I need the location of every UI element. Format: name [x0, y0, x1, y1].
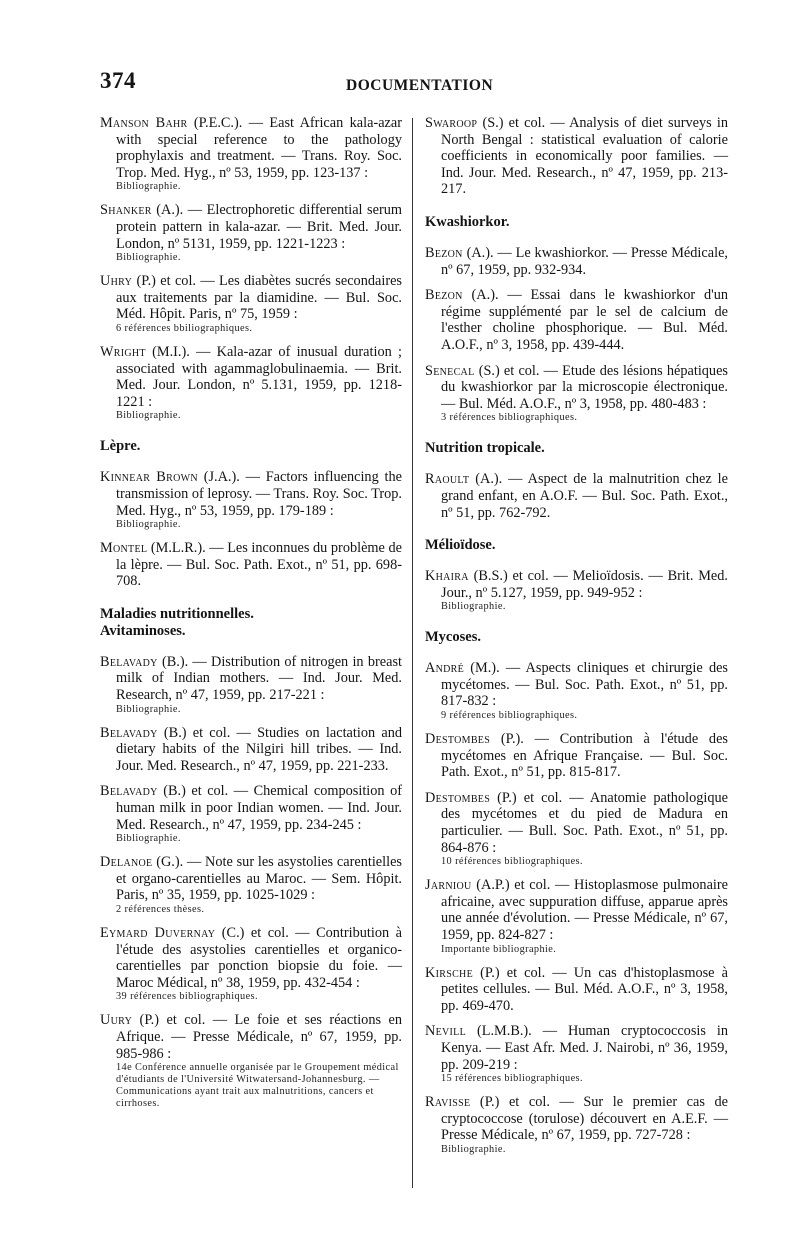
entry-reference: (P.) et col. — Les diabètes sucrés secondaires aux traitements par la diamidine. — Bul. Soc. Méd. Hôpit. Paris, nº 75, 1959 :	[116, 273, 402, 323]
entry-author: Belavady	[100, 783, 158, 800]
entry-note: Bibliographie.	[116, 410, 181, 422]
entry-author: Manson Bahr	[100, 115, 188, 131]
entry-author: André	[425, 660, 465, 677]
entry-reference: (P.) et col. — Sur le premier cas de cryptococcose (torulose) découvert en A.E.F. — Presse Médicale, nº 67, 1959, pp. 727-728 :	[441, 1094, 728, 1144]
bibliography-entry	[425, 245, 728, 278]
entry-citation	[100, 854, 402, 904]
entry-note: Bibliographie.	[441, 1143, 506, 1155]
entry-citation	[100, 202, 402, 252]
entry-reference: (S.) et col. — Etude des lésions hépatiques du kwashiorkor par la microscopie électronique. — Bul. Méd. A.O.F., nº 3, 1958, pp. 480-483 :	[441, 362, 728, 412]
bibliography-entry	[425, 731, 728, 781]
entry-reference: (B.) et col. — Chemical composition of human milk in poor Indian women. — Ind. Jour. Med. Research., nº 47, 1959, pp. 234-245 :	[116, 783, 402, 833]
column-divider	[412, 118, 413, 1188]
entry-reference: (J.A.). — Factors influencing the transmission of leprosy. — Trans. Roy. Soc. Trop. Med. Hyg., nº 53, 1959, pp. 179-189 :	[116, 469, 402, 519]
entry-author: Kirsche	[425, 964, 473, 981]
section-heading	[100, 438, 402, 455]
entry-citation	[425, 471, 728, 521]
entry-citation	[425, 790, 728, 856]
entry-reference: (A.P.) et col. — Histoplasmose pulmonaire africaine, avec suppuration diffuse, apparue après une année d'évolution. — Presse Médicale, nº 67, 1959, pp. 824-827 :	[441, 877, 728, 943]
bibliography-entry	[425, 1023, 728, 1085]
section-heading	[425, 440, 728, 457]
entry-author: Destombes	[425, 789, 491, 806]
entry-note: 39 références bibliographiques.	[116, 991, 258, 1003]
entry-citation	[100, 469, 402, 519]
entry-note: 14e Conférence annuelle organisée par le Groupement médical d'étudiants de l'Université Witwatersand-Johannesburg. — Communications ayant trait aux malnutritions, cancers et cirrhoses.	[116, 1062, 399, 1110]
left-column	[100, 115, 402, 1119]
bibliography-entry	[100, 725, 402, 775]
bibliography-entry	[425, 660, 728, 722]
entry-author: Uhry	[100, 273, 133, 290]
page-number: 374	[100, 68, 136, 93]
entry-note: 2 références thèses.	[116, 904, 205, 915]
entry-citation	[100, 783, 402, 833]
section-heading	[100, 606, 402, 640]
entry-reference: (M.I.). — Kala-azar of inusual duration ; associated with agammaglobulinaemia. — Brit. Med. Jour. London, nº 5.131, 1959, pp. 1218-1221 :	[116, 343, 402, 410]
entry-reference: (M.). — Aspects cliniques et chirurgie des mycétomes. — Bul. Soc. Path. Exot., nº 51, pp. 817-832 :	[441, 660, 728, 710]
entry-reference: (P.) et col. — Un cas d'histoplasmose à petites cellules. — Bul. Méd. A.O.F., nº 3, 1958, pp. 469-470.	[441, 964, 728, 1014]
bibliography-entry	[100, 115, 402, 193]
section-heading-line: Nutrition tropicale.	[425, 440, 545, 457]
entry-citation	[425, 965, 728, 1015]
entry-note: Bibliographie.	[116, 181, 181, 193]
entry-citation	[425, 660, 728, 710]
entry-citation	[425, 1023, 728, 1073]
entry-reference: (B.). — Distribution of nitrogen in breast milk of Indian mothers. — Ind. Jour. Med. Research, nº 47, 1959, pp. 217-221 :	[116, 653, 402, 704]
entry-note: 3 références bibliographiques.	[441, 412, 578, 424]
entry-citation	[100, 654, 402, 704]
bibliography-entry	[425, 877, 728, 955]
running-head: DOCUMENTATION	[346, 77, 494, 94]
entry-reference: (P.). — Contribution à l'étude des mycétomes en Afrique Française. — Bul. Soc. Path. Exot., nº 51, pp. 815-817.	[441, 731, 728, 781]
entry-citation	[425, 568, 728, 601]
entry-reference: (P.) et col. — Le foie et ses réactions en Afrique. — Presse Médicale, nº 67, 1959, pp. 985-986 :	[116, 1012, 402, 1062]
entry-reference: (A.). — Aspect de la malnutrition chez le grand enfant, en A.O.F. — Bul. Soc. Path. Exot., nº 51, pp. 762-792.	[441, 471, 728, 521]
entry-author: Montel	[100, 540, 148, 557]
entry-author: Belavady	[100, 724, 158, 741]
bibliography-entry	[100, 1012, 402, 1110]
bibliography-entry	[425, 965, 728, 1015]
section-heading	[425, 537, 728, 554]
entry-note: 9 références bibliographiques.	[441, 710, 578, 722]
entry-note: 6 références bbiliographiques.	[116, 322, 253, 334]
section-heading	[425, 214, 728, 231]
entry-reference: (A.). — Essai dans le kwashiorkor d'un régime supplémenté par le sel de calcium de l'esther choline phosphorique. — Bul. Méd. A.O.F., nº 3, 1958, pp. 439-444.	[441, 287, 728, 353]
bibliography-entry	[425, 287, 728, 353]
section-heading-line: Mycoses.	[425, 629, 481, 646]
entry-citation	[425, 115, 728, 198]
entry-author: Eymard Duvernay	[100, 925, 216, 941]
entry-author: Belavady	[100, 653, 158, 670]
entry-author: Uury	[100, 1012, 133, 1029]
section-heading-line: Maladies nutritionnelles.	[100, 605, 254, 622]
entry-reference: (L.M.B.). — Human cryptococcosis in Kenya. — East Afr. Med. J. Nairobi, nº 36, 1959, pp. 209-219 :	[441, 1023, 728, 1073]
entry-citation	[425, 363, 728, 413]
bibliography-entry	[100, 783, 402, 845]
entry-note: Bibliographie.	[116, 703, 181, 715]
entry-author: Khaira	[425, 568, 469, 585]
entry-citation	[100, 273, 402, 323]
entry-citation	[100, 115, 402, 181]
entry-reference: (B.S.) et col. — Melioïdosis. — Brit. Med. Jour., nº 5.127, 1959, pp. 949-952 :	[441, 568, 728, 601]
entry-author: Senecal	[425, 362, 475, 379]
bibliography-entry	[100, 202, 402, 264]
bibliography-entry	[100, 344, 402, 422]
entry-citation	[425, 731, 728, 781]
entry-reference: (B.) et col. — Studies on lactation and dietary habits of the Nilgiri hill tribes. — Ind. Jour. Med. Research., nº 47, 1959, pp. 221-233.	[116, 724, 402, 774]
entry-citation	[425, 287, 728, 353]
entry-author: Ravisse	[425, 1094, 471, 1111]
entry-author: Shanker	[100, 202, 152, 219]
entry-note: 10 références bibliographiques.	[441, 856, 583, 868]
entry-citation	[425, 1094, 728, 1144]
entry-author: Nevill	[425, 1023, 467, 1040]
entry-author: Swaroop	[425, 115, 478, 131]
entry-author: Delanoe	[100, 854, 153, 871]
entry-reference: (M.L.R.). — Les inconnues du problème de la lèpre. — Bul. Soc. Path. Exot., nº 51, pp. 698-708.	[116, 540, 402, 590]
entry-citation	[100, 344, 402, 410]
entry-citation	[100, 925, 402, 991]
entry-author: Raoult	[425, 471, 470, 488]
entry-author: Bezon	[425, 287, 463, 304]
entry-reference: (S.) et col. — Analysis of diet surveys in North Bengal : statistical evaluation of calorie coefficients in economically poor families. — Ind. Jour. Med. Research., nº 47, 1959, pp. 213-217.	[441, 115, 728, 198]
section-heading-line: Mélioïdose.	[425, 537, 496, 554]
section-heading-line: Avitaminoses.	[100, 622, 186, 639]
entry-citation	[100, 1012, 402, 1062]
section-heading-line: Lèpre.	[100, 438, 141, 455]
right-column	[425, 115, 728, 1165]
entry-note: Bibliographie.	[116, 252, 181, 264]
entry-citation	[100, 725, 402, 775]
bibliography-entry	[425, 115, 728, 198]
bibliography-entry	[100, 540, 402, 590]
bibliography-entry	[100, 273, 402, 335]
section-heading-line: Kwashiorkor.	[425, 213, 510, 230]
entry-note: Importante bibliographie.	[441, 943, 557, 955]
entry-reference: (G.). — Note sur les asystolies carentielles et organo-carentielles au Maroc. — Sem. Hôpit. Paris, nº 35, 1959, pp. 1025-1029 :	[116, 854, 402, 904]
entry-citation	[100, 540, 402, 590]
entry-note: Bibliographie.	[116, 519, 181, 531]
entry-note: Bibliographie.	[441, 601, 506, 613]
bibliography-entry	[100, 469, 402, 531]
entry-citation	[425, 877, 728, 943]
entry-author: Kinnear Brown	[100, 469, 198, 486]
bibliography-entry	[425, 568, 728, 613]
entry-reference: (P.) et col. — Anatomie pathologique des mycétomes et du pied de Madura en particulier. — Bull. Soc. Path. Exot., nº 51, pp. 864-876 :	[441, 789, 728, 856]
section-heading	[425, 629, 728, 646]
entry-reference: (A.). — Le kwashiorkor. — Presse Médicale, nº 67, 1959, pp. 932-934.	[441, 244, 728, 278]
entry-author: Bezon	[425, 244, 463, 261]
entry-author: Destombes	[425, 731, 491, 748]
entry-reference: (A.). — Electrophoretic differential serum protein pattern in kala-azar. — Brit. Med. Jour. London, nº 5131, 1959, pp. 1221-1223 :	[116, 202, 402, 252]
entry-reference: (P.E.C.). — East African kala-azar with special reference to the pathology prophylaxis and treatment. — Trans. Roy. Soc. Trop. Med. Hyg., nº 53, 1959, pp. 123-137 :	[116, 115, 403, 181]
bibliography-entry	[425, 363, 728, 425]
bibliography-entry	[425, 471, 728, 521]
entry-author: Jarniou	[425, 877, 472, 894]
entry-note: Bibliographie.	[116, 833, 181, 845]
bibliography-entry	[425, 1094, 728, 1156]
bibliography-entry	[100, 854, 402, 916]
entry-citation	[425, 245, 728, 278]
entry-reference: (C.) et col. — Contribution à l'étude des asystolies carentielles et organico-carentielles par ponction biopsie du foie. — Maroc Médical, nº 38, 1959, pp. 432-454 :	[116, 925, 403, 991]
entry-author: Wright	[100, 343, 146, 360]
bibliography-entry	[425, 790, 728, 868]
bibliography-entry	[100, 925, 402, 1003]
entry-note: 15 références bibliographiques.	[441, 1073, 583, 1085]
bibliography-entry	[100, 654, 402, 716]
